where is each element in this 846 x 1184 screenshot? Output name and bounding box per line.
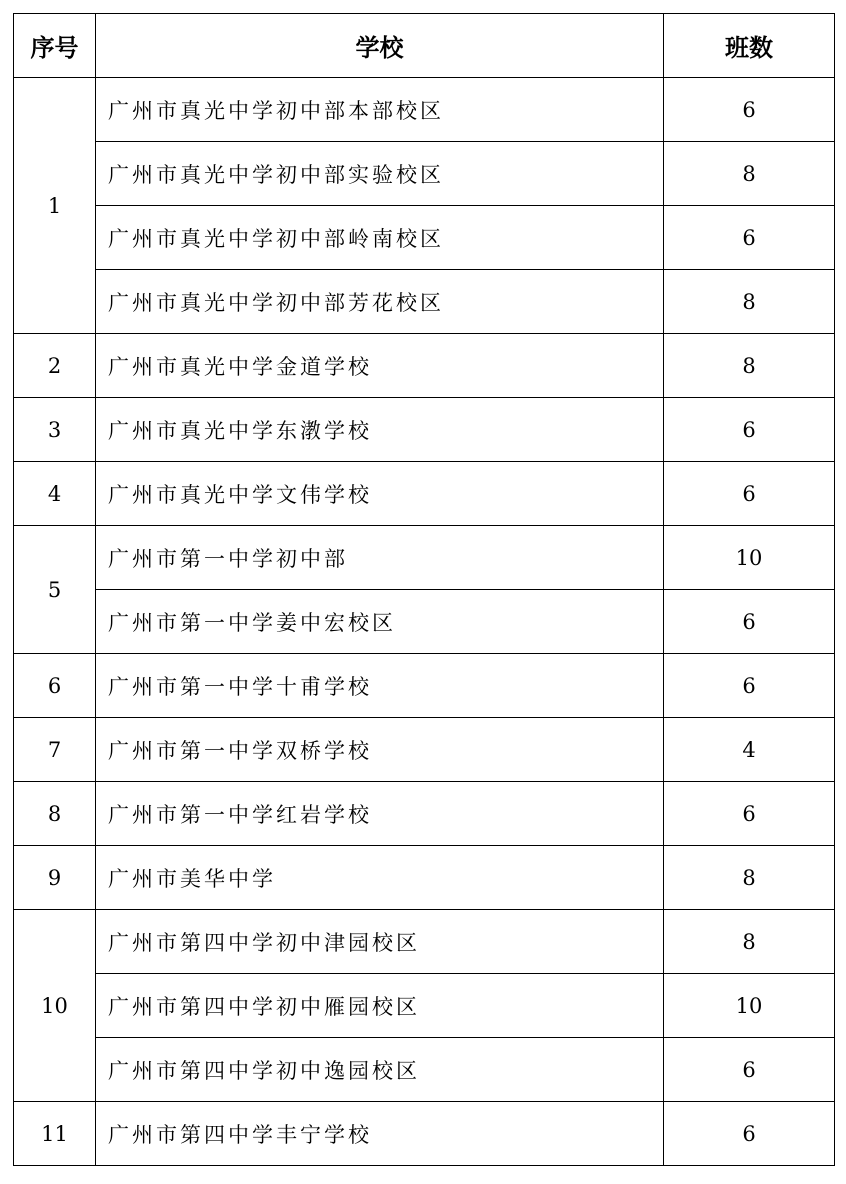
- header-school: 学校: [96, 14, 664, 78]
- class-count: 10: [664, 974, 835, 1038]
- table-row: [14, 846, 835, 910]
- row-number: 1: [14, 78, 96, 334]
- school-name: 广州市第一中学十甫学校: [96, 654, 664, 718]
- header-classes: 班数: [664, 14, 835, 78]
- class-count: 8: [664, 270, 835, 334]
- row-number: 11: [14, 1102, 96, 1166]
- class-count: 10: [664, 526, 835, 590]
- row-number: 5: [14, 526, 96, 654]
- row-number: 3: [14, 398, 96, 462]
- school-name: 广州市真光中学初中部岭南校区: [96, 206, 664, 270]
- row-number: 6: [14, 654, 96, 718]
- row-number: 10: [14, 910, 96, 1102]
- table-row: [14, 206, 835, 270]
- table-row: [14, 78, 835, 142]
- school-name: 广州市第四中学初中津园校区: [96, 910, 664, 974]
- table-row: [14, 334, 835, 398]
- row-number: 8: [14, 782, 96, 846]
- table-row: [14, 398, 835, 462]
- class-count: 8: [664, 142, 835, 206]
- table-row: [14, 590, 835, 654]
- class-count: 6: [664, 1038, 835, 1102]
- school-name: 广州市第四中学初中逸园校区: [96, 1038, 664, 1102]
- table-row: [14, 654, 835, 718]
- class-count: 6: [664, 654, 835, 718]
- row-number: 2: [14, 334, 96, 398]
- header-no: 序号: [14, 14, 96, 78]
- table-row: [14, 270, 835, 334]
- class-count: 4: [664, 718, 835, 782]
- school-name: 广州市真光中学初中部本部校区: [96, 78, 664, 142]
- school-name: 广州市第四中学初中雁园校区: [96, 974, 664, 1038]
- table-row: [14, 910, 835, 974]
- table-row: [14, 142, 835, 206]
- table-row: [14, 974, 835, 1038]
- table-row: [14, 526, 835, 590]
- school-name: 广州市第一中学双桥学校: [96, 718, 664, 782]
- school-name: 广州市第一中学红岩学校: [96, 782, 664, 846]
- table-header-row: [14, 14, 835, 78]
- table-body: [14, 78, 835, 1166]
- class-count: 6: [664, 462, 835, 526]
- school-name: 广州市真光中学初中部实验校区: [96, 142, 664, 206]
- school-name: 广州市真光中学金道学校: [96, 334, 664, 398]
- row-number: 9: [14, 846, 96, 910]
- school-name: 广州市第一中学初中部: [96, 526, 664, 590]
- school-name: 广州市第一中学姜中宏校区: [96, 590, 664, 654]
- class-count: 8: [664, 846, 835, 910]
- class-count: 6: [664, 206, 835, 270]
- class-count: 6: [664, 782, 835, 846]
- table-row: [14, 462, 835, 526]
- row-number: 7: [14, 718, 96, 782]
- class-count: 8: [664, 910, 835, 974]
- class-count: 8: [664, 334, 835, 398]
- table-row: [14, 1102, 835, 1166]
- class-count: 6: [664, 1102, 835, 1166]
- class-count: 6: [664, 590, 835, 654]
- row-number: 4: [14, 462, 96, 526]
- table-row: [14, 782, 835, 846]
- class-count: 6: [664, 398, 835, 462]
- school-name: 广州市真光中学初中部芳花校区: [96, 270, 664, 334]
- table-row: [14, 718, 835, 782]
- table-row: [14, 1038, 835, 1102]
- school-name: 广州市第四中学丰宁学校: [96, 1102, 664, 1166]
- school-name: 广州市美华中学: [96, 846, 664, 910]
- class-count: 6: [664, 78, 835, 142]
- school-class-table: [13, 13, 835, 1166]
- school-name: 广州市真光中学文伟学校: [96, 462, 664, 526]
- school-name: 广州市真光中学东漖学校: [96, 398, 664, 462]
